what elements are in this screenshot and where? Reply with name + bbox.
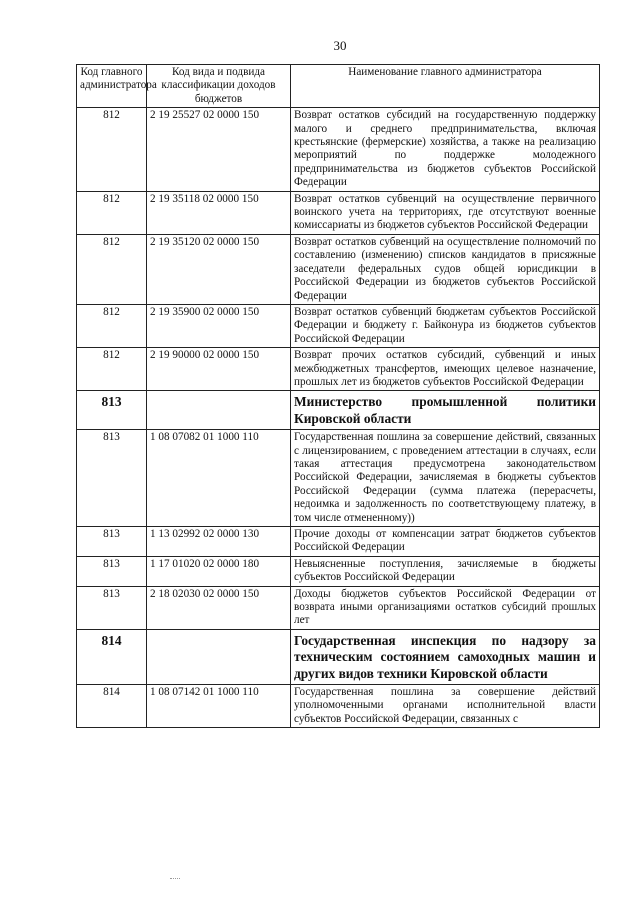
admin-code-cell: 814 — [77, 629, 147, 684]
table-row — [77, 234, 600, 304]
table-row — [77, 108, 600, 191]
classification-code-cell: 2 19 90000 02 0000 150 — [147, 348, 291, 391]
table-row — [77, 430, 600, 527]
admin-code-cell: 813 — [77, 586, 147, 629]
table-row — [77, 191, 600, 234]
admin-code-cell: 812 — [77, 108, 147, 191]
admin-code-cell: 812 — [77, 234, 147, 304]
admin-name-cell: Доходы бюджетов субъектов Российской Федерации от возврата иными организациями остатков субсидий прошлых лет — [291, 586, 600, 629]
ministry-row — [77, 629, 600, 684]
classification-code-cell: 2 19 35118 02 0000 150 — [147, 191, 291, 234]
ministry-row — [77, 391, 600, 430]
header-admin-code: Код главного администратора — [77, 65, 147, 108]
page-number: 30 — [333, 38, 347, 53]
admin-name-cell: Возврат остатков субвенций бюджетам субъектов Российской Федерации и бюджету г. Байконура из бюджетов субъектов Российской Федерации — [291, 304, 600, 347]
admin-name-cell: Возврат остатков субвенций на осуществление первичного воинского учета на территориях, где отсутствуют военные комиссариаты из бюджетов субъектов Российской Федерации — [291, 191, 600, 234]
admin-code-cell: 812 — [77, 191, 147, 234]
table-row — [77, 348, 600, 391]
table-row — [77, 685, 600, 728]
table-row — [77, 556, 600, 586]
table-row — [77, 586, 600, 629]
classification-code-cell: 1 13 02992 02 0000 130 — [147, 527, 291, 557]
classification-code-cell: 2 19 25527 02 0000 150 — [147, 108, 291, 191]
admin-name-cell: Государственная пошлина за совершение действий, связанных с лицензированием, с проведением аттестации в случаях, если такая аттестация предусмотрена законодательством Российской Федерации, зачисляемая в бюджеты субъектов Российской Федерации (сумма платежа (перерасчеты, недоимка и задолженность по соответствующему платежу, в том числе отмененному)) — [291, 430, 600, 527]
header-classification-code: Код вида и подвида классификации доходов бюджетов — [147, 65, 291, 108]
admin-name-cell: Министерство промышленной политики Кировской области — [291, 391, 600, 430]
admin-name-cell: Возврат остатков субвенций на осуществление полномочий по составлению (изменению) списков кандидатов в присяжные заседатели федеральных судов общей юрисдикции в Российской Федерации из бюджетов субъектов Российской Федерации — [291, 234, 600, 304]
scan-artifact — [170, 878, 180, 880]
table-row — [77, 527, 600, 557]
classification-code-cell: 1 08 07082 01 1000 110 — [147, 430, 291, 527]
admin-name-cell: Государственная пошлина за совершение действий уполномоченными органами исполнительной власти субъектов Российской Федерации, связанных с — [291, 685, 600, 728]
classification-code-cell: 2 19 35120 02 0000 150 — [147, 234, 291, 304]
classification-code-cell: 1 17 01020 02 0000 180 — [147, 556, 291, 586]
admin-code-cell: 813 — [77, 430, 147, 527]
admin-code-cell: 812 — [77, 304, 147, 347]
admin-code-cell: 813 — [77, 556, 147, 586]
classification-code-cell — [147, 629, 291, 684]
table-header-row — [77, 65, 600, 108]
classification-code-cell: 2 18 02030 02 0000 150 — [147, 586, 291, 629]
admin-name-cell: Возврат остатков субсидий на государственную поддержку малого и среднего предпринимательства, включая крестьянские (фермерские) хозяйства, а также на реализацию мероприятий по поддержке молодежного предпринимательства из бюджетов субъектов Российской Федерации — [291, 108, 600, 191]
admin-name-cell: Возврат прочих остатков субсидий, субвенций и иных межбюджетных трансфертов, имеющих целевое назначение, прошлых лет из бюджетов субъектов Российской Федерации — [291, 348, 600, 391]
classification-code-cell: 1 08 07142 01 1000 110 — [147, 685, 291, 728]
header-admin-name: Наименование главного администратора — [291, 65, 600, 108]
admin-name-cell: Невыясненные поступления, зачисляемые в бюджеты субъектов Российской Федерации — [291, 556, 600, 586]
classification-code-cell: 2 19 35900 02 0000 150 — [147, 304, 291, 347]
admin-name-cell: Прочие доходы от компенсации затрат бюджетов субъектов Российской Федерации — [291, 527, 600, 557]
admin-code-cell: 812 — [77, 348, 147, 391]
table-body — [77, 108, 600, 728]
admin-code-cell: 813 — [77, 527, 147, 557]
table-row — [77, 304, 600, 347]
administrators-table — [76, 64, 600, 728]
classification-code-cell — [147, 391, 291, 430]
admin-code-cell: 814 — [77, 685, 147, 728]
admin-code-cell: 813 — [77, 391, 147, 430]
admin-name-cell: Государственная инспекция по надзору за техническим состоянием самоходных машин и других видов техники Кировской области — [291, 629, 600, 684]
